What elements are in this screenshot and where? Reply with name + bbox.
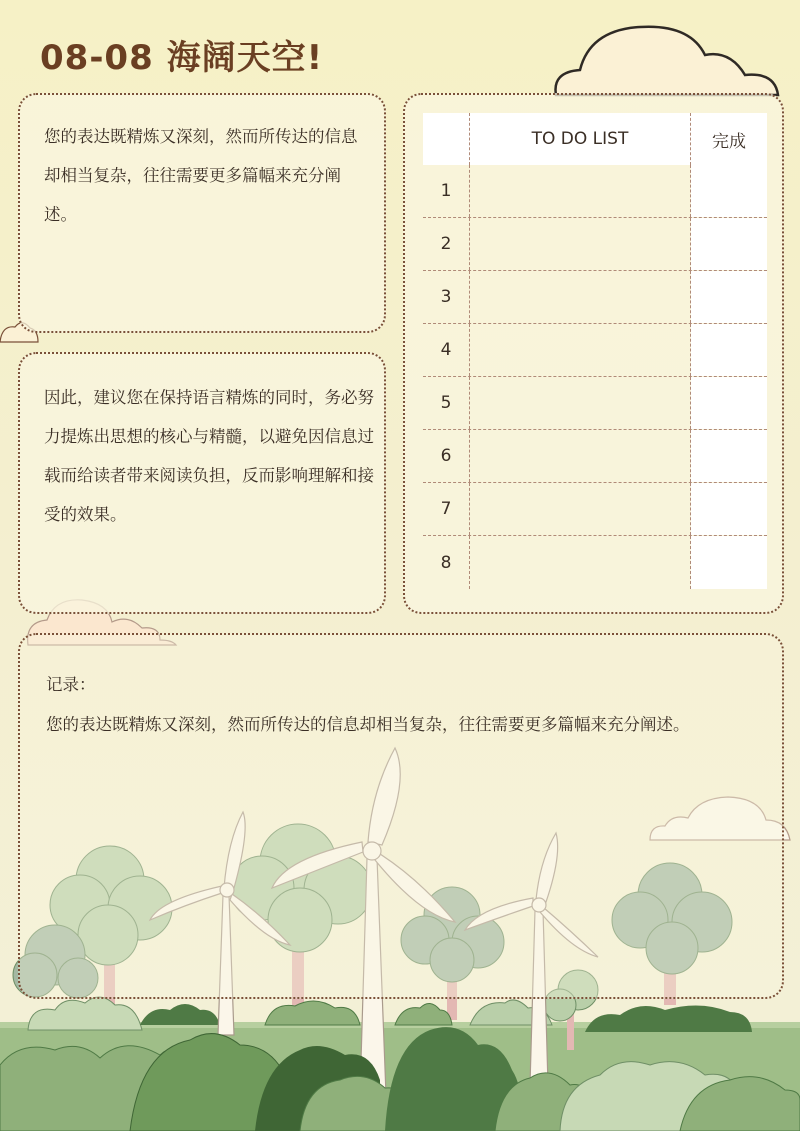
page-title: 08-08 海阔天空! bbox=[40, 38, 324, 78]
todo-header-task: TO DO LIST bbox=[470, 113, 691, 165]
todo-task-cell[interactable] bbox=[470, 536, 691, 589]
notes-card bbox=[18, 633, 784, 999]
todo-done-cell[interactable] bbox=[691, 483, 767, 535]
todo-done-cell[interactable] bbox=[691, 377, 767, 429]
todo-row bbox=[423, 483, 767, 536]
todo-row bbox=[423, 271, 767, 324]
todo-row bbox=[423, 218, 767, 271]
todo-task-cell[interactable] bbox=[470, 430, 691, 482]
card-2-text: 因此，建议您在保持语言精炼的同时，务必努力提炼出思想的核心与精髓，以避免因信息过载而给读者带来阅读负担，反而影响理解和接受的效果。 bbox=[44, 388, 374, 524]
text-card-1 bbox=[18, 93, 386, 333]
todo-done-cell[interactable] bbox=[691, 165, 767, 217]
todo-task-cell[interactable] bbox=[470, 324, 691, 376]
cloud-icon bbox=[556, 27, 779, 95]
todo-done-cell[interactable] bbox=[691, 536, 767, 589]
todo-row-number: 5 bbox=[423, 377, 470, 429]
todo-row-number: 4 bbox=[423, 324, 470, 376]
todo-done-cell[interactable] bbox=[691, 271, 767, 323]
todo-row bbox=[423, 165, 767, 218]
todo-task-cell[interactable] bbox=[470, 218, 691, 270]
todo-task-cell[interactable] bbox=[470, 271, 691, 323]
card-1-text: 您的表达既精炼又深刻，然而所传达的信息却相当复杂，往往需要更多篇幅来充分阐述。 bbox=[44, 127, 358, 224]
todo-row bbox=[423, 324, 767, 377]
bush-icon bbox=[28, 997, 752, 1032]
notes-text[interactable]: 您的表达既精炼又深刻，然而所传达的信息却相当复杂，往往需要更多篇幅来充分阐述。 bbox=[46, 715, 690, 734]
todo-table bbox=[423, 113, 767, 589]
todo-row-number: 7 bbox=[423, 483, 470, 535]
bush-icon bbox=[0, 1027, 800, 1131]
text-card-2 bbox=[18, 352, 386, 614]
todo-row-number: 2 bbox=[423, 218, 470, 270]
todo-header-number bbox=[423, 113, 470, 165]
todo-done-cell[interactable] bbox=[691, 218, 767, 270]
todo-task-cell[interactable] bbox=[470, 377, 691, 429]
todo-task-cell[interactable] bbox=[470, 165, 691, 217]
todo-row bbox=[423, 430, 767, 483]
todo-row bbox=[423, 536, 767, 589]
todo-row bbox=[423, 377, 767, 430]
todo-row-number: 6 bbox=[423, 430, 470, 482]
todo-row-number: 3 bbox=[423, 271, 470, 323]
notes-label: 记录： bbox=[46, 675, 96, 694]
todo-task-cell[interactable] bbox=[470, 483, 691, 535]
todo-header-done: 完成 bbox=[691, 113, 767, 165]
todo-card bbox=[403, 93, 784, 614]
todo-row-number: 8 bbox=[423, 536, 470, 589]
todo-row-number: 1 bbox=[423, 165, 470, 217]
todo-header-row bbox=[423, 113, 767, 165]
todo-done-cell[interactable] bbox=[691, 430, 767, 482]
todo-done-cell[interactable] bbox=[691, 324, 767, 376]
